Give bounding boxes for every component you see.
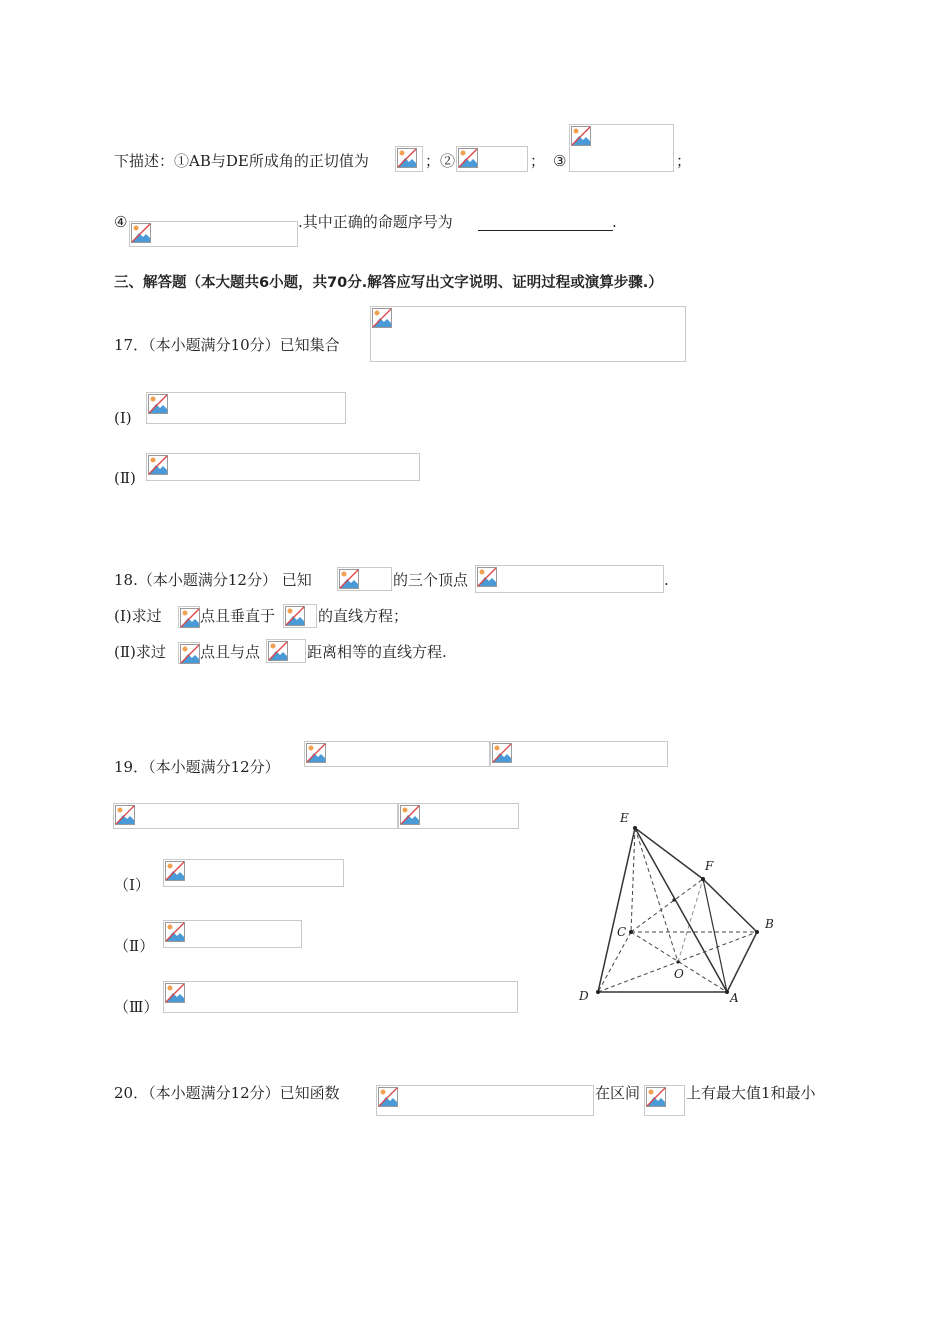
label-O: O: [674, 967, 684, 981]
formula-image: [370, 306, 686, 362]
q16-line2-suffix: .其中正确的命题序号为: [298, 213, 453, 231]
q18-p1-b: 点且垂直于: [200, 607, 276, 625]
q16-sep3: ；: [676, 152, 692, 170]
broken-image-icon: [378, 1087, 398, 1107]
broken-image-icon: [148, 455, 168, 475]
broken-image-icon: [477, 567, 497, 587]
formula-image: [644, 1085, 685, 1116]
broken-image-icon: [180, 644, 200, 664]
broken-image-icon: [306, 743, 326, 763]
q20-stem-a: 20．（本小题满分12分）已知函数: [114, 1084, 340, 1102]
broken-image-icon: [397, 148, 417, 168]
formula-image: [178, 606, 200, 628]
formula-image: [163, 920, 302, 948]
formula-image: [475, 565, 664, 593]
broken-image-icon: [492, 743, 512, 763]
label-A: A: [730, 991, 739, 1005]
broken-image-icon: [148, 394, 168, 414]
pyramid-figure: [570, 800, 790, 1015]
formula-image: [398, 803, 519, 829]
formula-image: [395, 146, 423, 172]
q19-part3-label: （Ⅲ）: [114, 998, 159, 1016]
broken-image-icon: [180, 608, 200, 628]
broken-image-icon: [165, 861, 185, 881]
q17-stem: 17．（本小题满分10分）已知集合: [114, 336, 340, 354]
broken-image-icon: [372, 308, 392, 328]
q18-stem-end: .: [664, 571, 669, 589]
q16-sep2: ；: [530, 152, 546, 170]
broken-image-icon: [285, 606, 305, 626]
label-E: E: [620, 811, 629, 825]
broken-image-icon: [458, 148, 478, 168]
broken-image-icon: [165, 922, 185, 942]
broken-image-icon: [165, 983, 185, 1003]
q20-stem-b: 在区间: [595, 1084, 641, 1102]
label-C: C: [617, 925, 627, 939]
broken-image-icon: [571, 126, 591, 146]
q16-circ4: ④: [114, 213, 128, 231]
formula-image: [376, 1085, 594, 1116]
q19-part2-label: （Ⅱ）: [114, 937, 155, 955]
formula-image: [146, 453, 420, 481]
q16-end: .: [612, 213, 617, 231]
answer-blank: [478, 230, 613, 231]
broken-image-icon: [646, 1087, 666, 1107]
broken-image-icon: [268, 641, 288, 661]
q20-stem-c: 上有最大值1和最小: [686, 1084, 816, 1102]
formula-image: [283, 604, 317, 628]
q18-stem-b: 的三个顶点: [393, 571, 469, 589]
broken-image-icon: [115, 805, 135, 825]
broken-image-icon: [131, 223, 151, 243]
q19-part1-label: （Ⅰ）: [114, 876, 150, 894]
label-F: F: [705, 859, 714, 873]
broken-image-icon: [400, 805, 420, 825]
q19-stem: 19．（本小题满分12分）: [114, 758, 280, 776]
q18-p1-a: (Ⅰ)求过: [114, 607, 162, 625]
formula-image: [146, 392, 346, 424]
formula-image: [178, 642, 200, 664]
formula-image: [113, 803, 398, 829]
label-D: D: [579, 989, 589, 1003]
formula-image: [163, 859, 344, 887]
formula-image: [490, 741, 668, 767]
q18-stem-a: 18.（本小题满分12分） 已知: [114, 571, 312, 589]
q16-sep1: ；②: [425, 152, 456, 170]
q18-p1-c: 的直线方程；: [318, 607, 409, 625]
q16-line1-prefix: 下描述：①AB与DE所成角的正切值为: [114, 152, 369, 170]
formula-image: [129, 221, 298, 247]
q17-part1-label: (Ⅰ): [114, 409, 132, 427]
formula-image: [304, 741, 490, 767]
section-heading: 三、解答题（本大题共6小题，共70分.解答应写出文字说明、证明过程或演算步骤.）: [114, 275, 663, 291]
formula-image: [266, 639, 306, 663]
q18-p2-c: 距离相等的直线方程.: [307, 643, 447, 661]
formula-image: [456, 146, 528, 172]
q18-p2-b: 点且与点: [200, 643, 261, 661]
formula-image: [569, 124, 674, 172]
q18-p2-a: (Ⅱ)求过: [114, 643, 166, 661]
q17-part2-label: (Ⅱ): [114, 469, 136, 487]
label-B: B: [765, 917, 774, 931]
formula-image: [163, 981, 518, 1013]
formula-image: [337, 567, 392, 591]
q16-circ3: ③: [553, 152, 567, 170]
broken-image-icon: [339, 569, 359, 589]
